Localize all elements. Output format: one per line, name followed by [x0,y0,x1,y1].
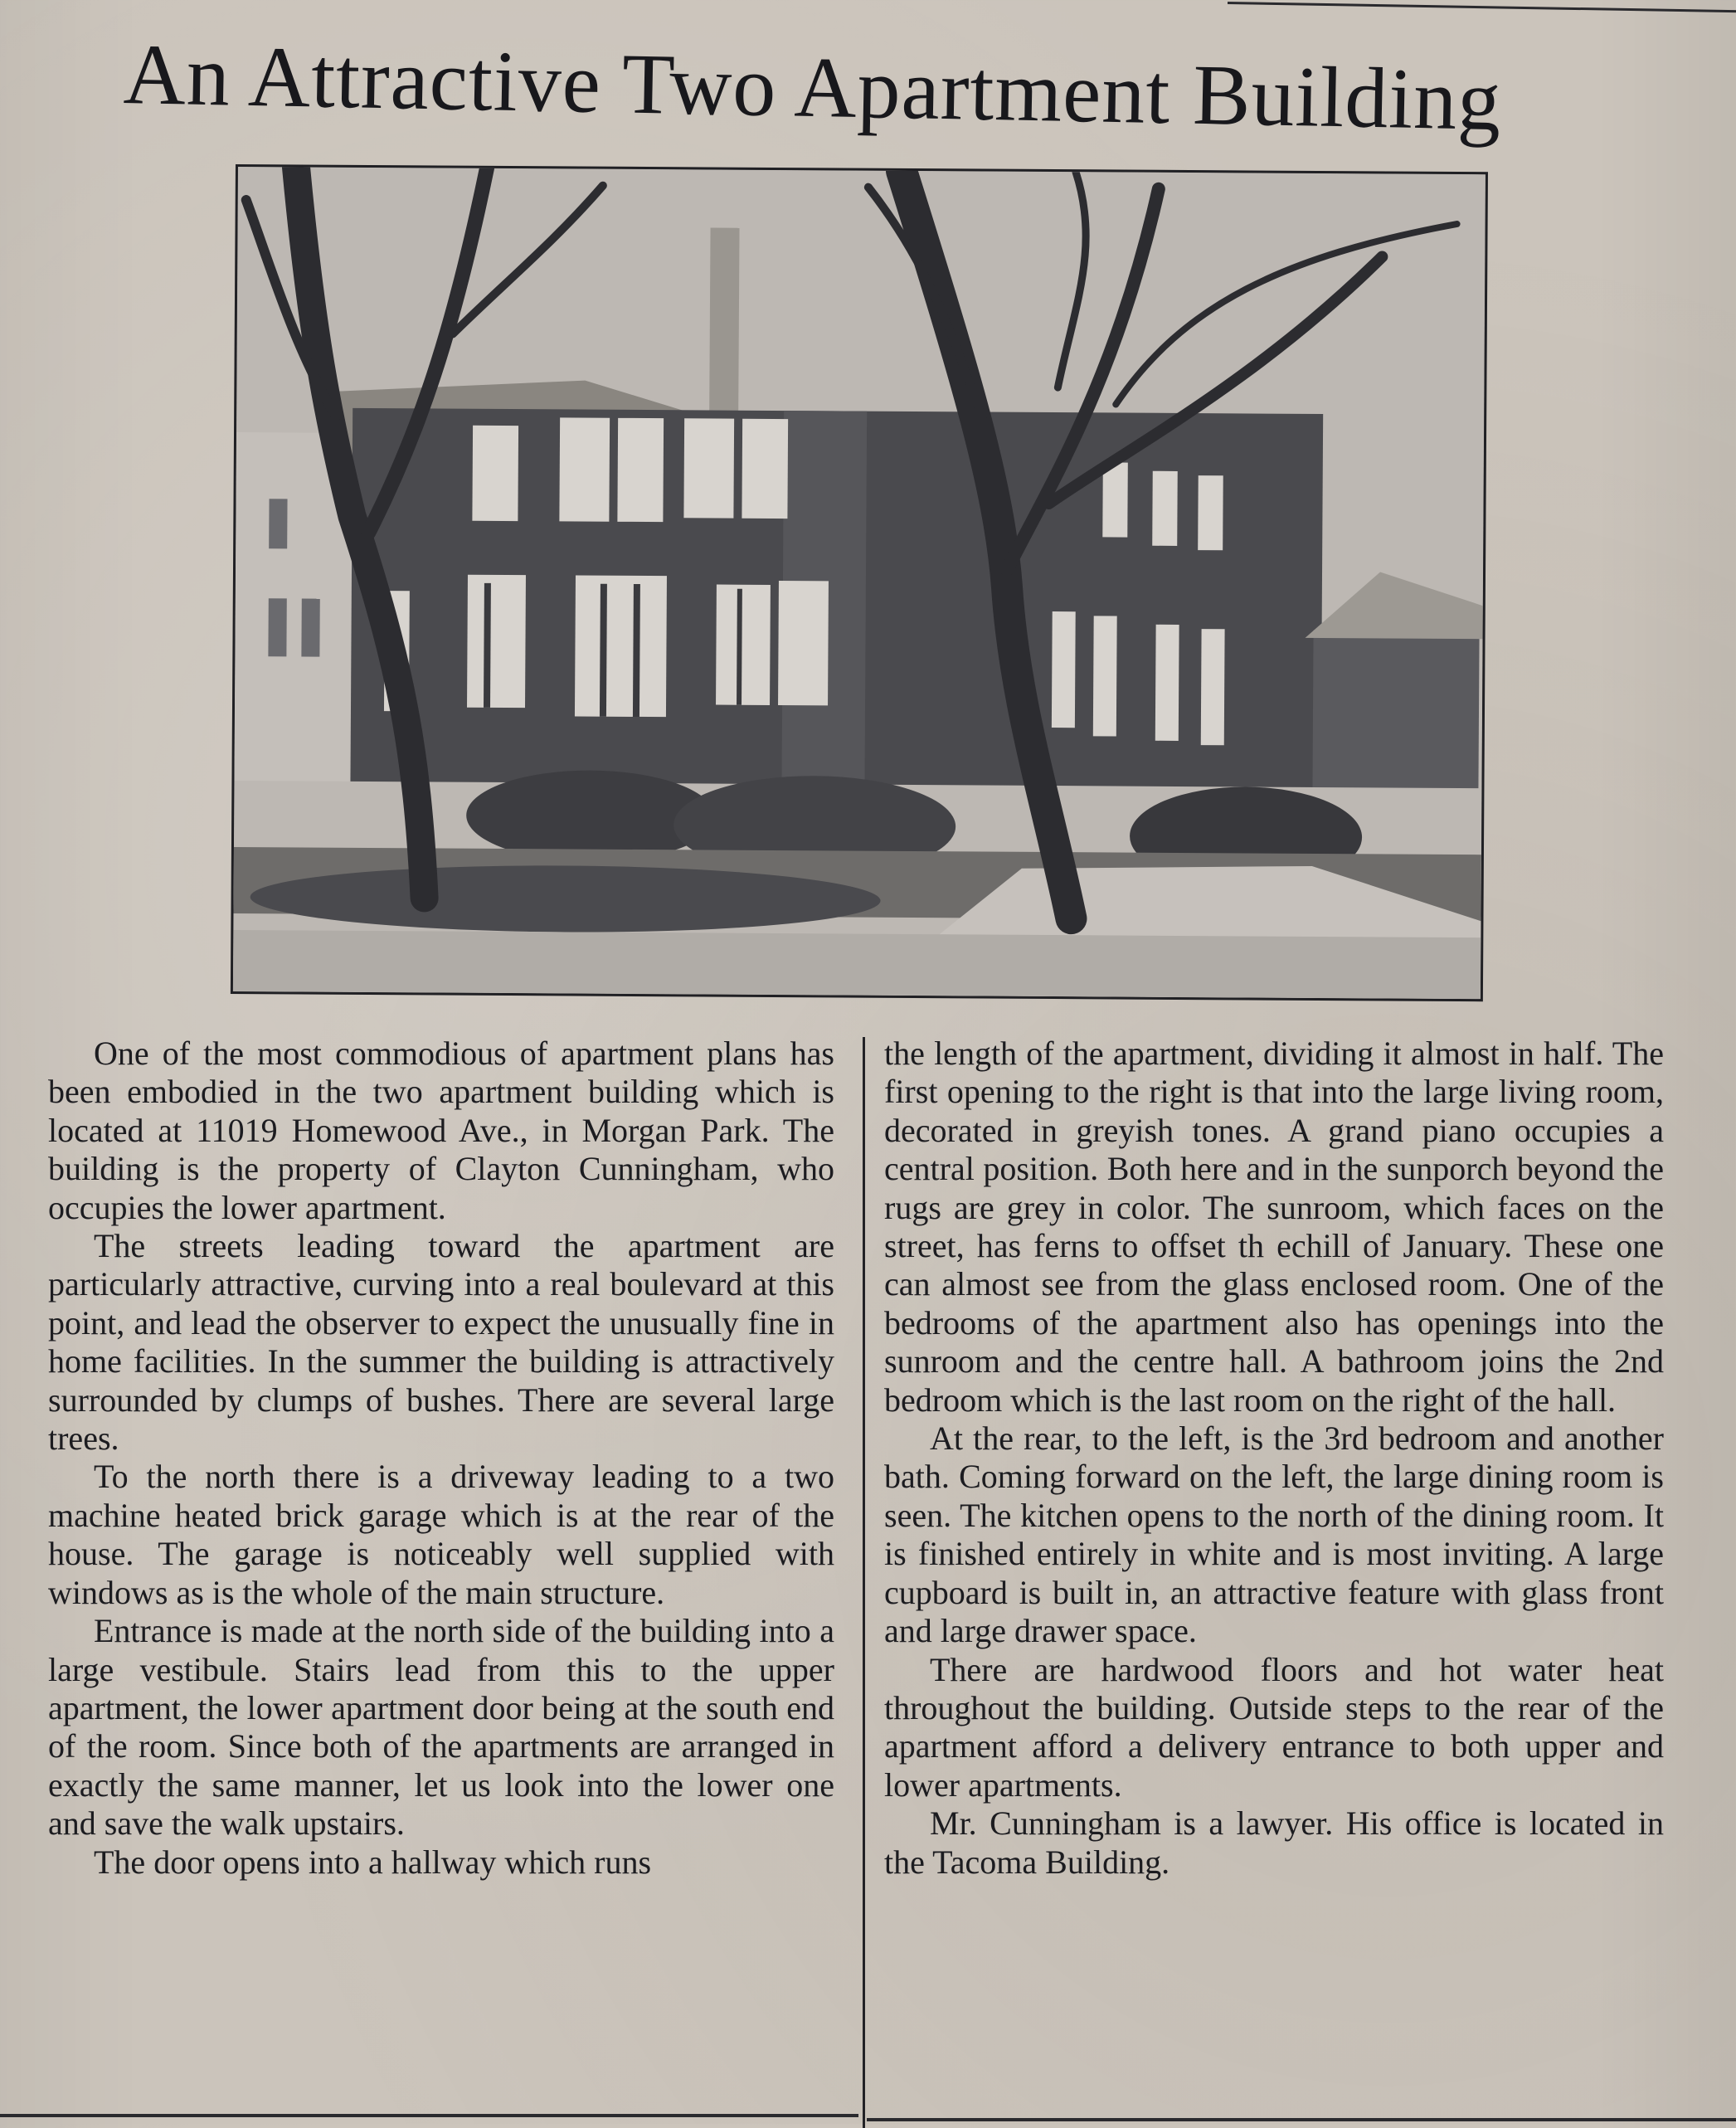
bottom-rule [0,2114,858,2117]
paragraph: Mr. Cunningham is a lawyer. His office is located in the Tacoma Building. [884,1804,1664,1881]
paragraph: The streets leading toward the apartment are particularly attractive, curving into a real boulevard at this point, and lead the observer to expect the unusually fine in home facilities. In the summer the building is attractively surrounded by clumps of bushes. There are several large trees. [48,1227,834,1458]
apartment-building-photo-icon [233,167,1486,999]
paragraph: One of the most commodious of apartment plans has been embodied in the two apartment building which is located at 11019 Homewood Ave., in Morgan Park. The building is the property of Clayton Cunningham, who occupies the lower apartment. [48,1035,834,1226]
paragraph: To the north there is a driveway leading to a two machine heated brick garage which is at the rear of the house. The garage is noticeably well supplied with windows as is the whole of the main structure. [48,1458,834,1611]
article-column-left [48,1035,834,1882]
paragraph: The door opens into a hallway which runs [94,1843,652,1881]
paragraph: Entrance is made at the north side of the building into a large vestibule. Stairs lead from this to the upper apartment, the lower apartment door being at the south end of the room. Since both of the apartments are arranged in exactly the same manner, let us look into the lower one and save the walk upstairs. [48,1612,834,1843]
bottom-rule [867,2118,1736,2121]
paragraph: There are hardwood floors and hot water heat throughout the building. Outside steps to the rear of the apartment afford a delivery entrance to both upper and lower apartments. [884,1650,1664,1804]
headline: An Attractive Two Apartment Building [122,26,1503,149]
top-rule [1228,2,1736,13]
paragraph: At the rear, to the left, is the 3rd bedroom and another bath. Coming forward on the left, the large dining room is seen. The kitchen opens to the north of the dining room. It is finished entirely in white and is most inviting. A large cupboard is built in, an attractive feature with glass front and large drawer space. [884,1419,1664,1650]
paragraph-continued: the length of the apartment, dividing it almost in half. The first opening to the right is that into the large living room, decorated in greyish tones. A grand piano occupies a central position. Both here and in the sunporch beyond the rugs are grey in color. The sunroom, which faces on the street, has ferns to offset th echill of January. These one can almost see from the glass enclosed room. One of the bedrooms of the apartment also has openings into the sunroom and the centre hall. A bathroom joins the 2nd bedroom which is the last room on the right of the hall. [884,1035,1664,1419]
article-column-right [884,1035,1664,1882]
column-divider [863,1037,865,2128]
building-photo [231,164,1488,1001]
